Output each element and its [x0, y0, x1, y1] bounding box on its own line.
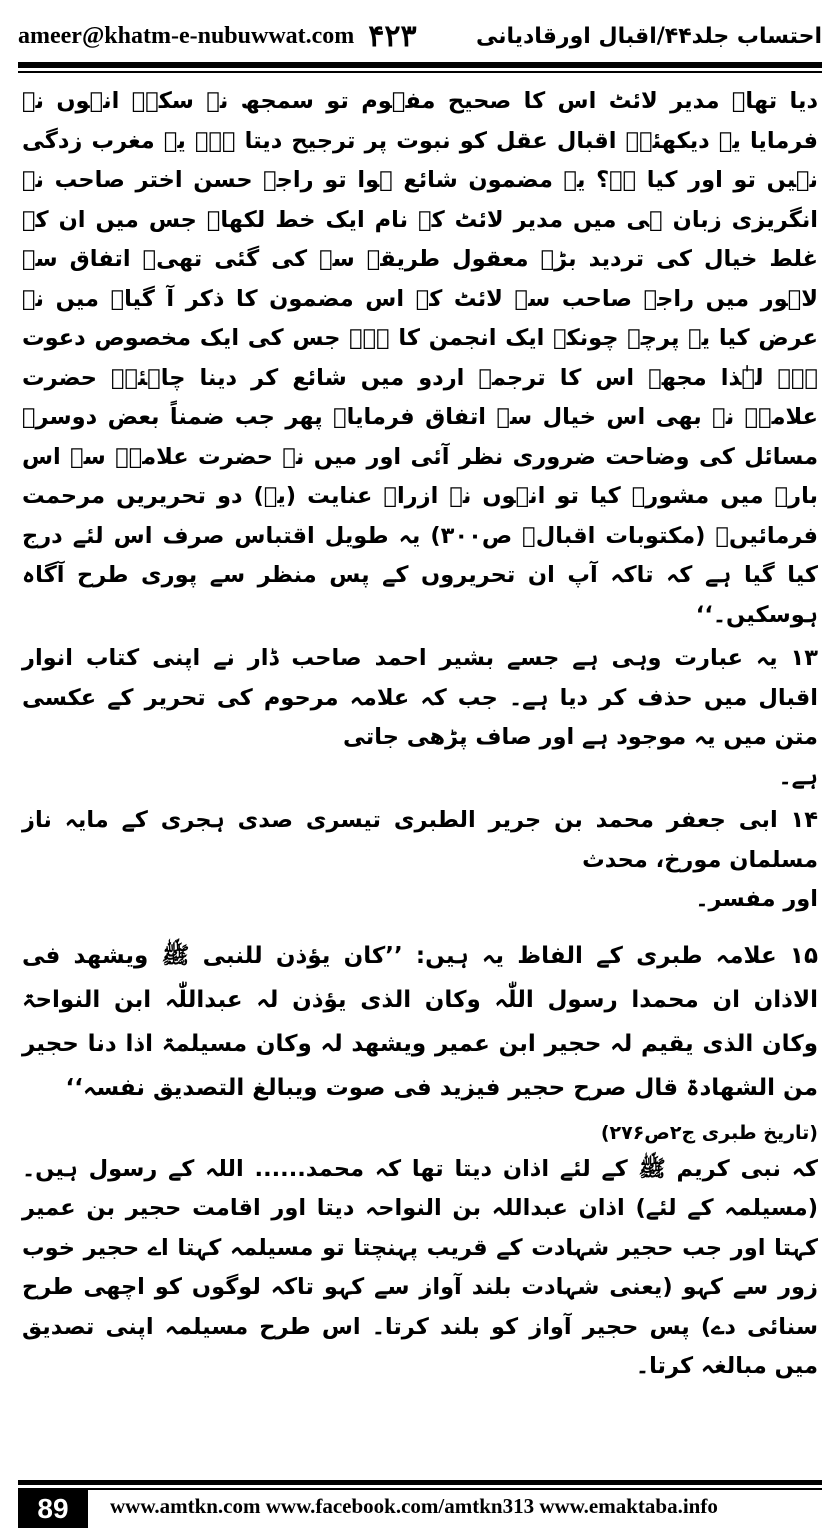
page-header: [18, 14, 822, 58]
footnote-13: ۱۳ یہ عبارت وہی ہے جسے بشیر احمد صاحب ڈار نے اپنی کتاب انوار اقبال میں حذف کر دیا ہے۔ جب کہ علامہ مرحوم کی تحریر کے عکسی متن میں یہ موجود ہے اور صاف پڑھی جاتی: [22, 645, 818, 750]
header-left: [18, 19, 417, 54]
footnote-13-end: ہے۔: [778, 763, 818, 790]
header-email: ameer@khatm-e-nubuwwat.com: [18, 22, 355, 49]
header-rule-thin: [18, 71, 822, 73]
footnote-15-arabic: ۱۵ علامہ طبری کے الفاظ یہ ہیں: ’’کان یؤذن للنبی ﷺ ویشھد فی الاذان ان محمدا رسول اللّٰہ وکان الذی یؤذن لہ عبداللّٰہ ابن النواحۃ وکان الذی یقیم لہ حجیر ابن عمیر ویشھد لہ وکان مسیلمۃ اذا دنا حجیر من الشھادۃ قال صرح حجیر فیزید فی صوت ویبالغ التصدیق نفسہ‘‘: [22, 942, 818, 1101]
header-title: احتساب جلد۴۴/اقبال اورقادیانی: [475, 23, 822, 49]
footer-rule-thin: [18, 1488, 822, 1490]
footer-rule-thick: [18, 1480, 822, 1485]
footnote-14-end: اور مفسر۔: [695, 886, 818, 912]
paragraph-quote: دیا تھا۔ مدیر لائٹ اس کا صحیح مفہوم تو سمجھ نہ سکے۔ انہوں نے فرمایا یہ دیکھئے۔ اقبال عقل کو نبوت پر ترجیح دیتا ہے۔ یہ مغرب زدگی نہیں تو اور کیا ہے؟ یہ مضمون شائع ہوا تو راجہ حسن اختر صاحب نے انگریزی زبان ہی میں مدیر لائٹ کے نام ایک خط لکھا۔ جس میں ان کے غلط خیال کی تردید بڑے معقول طریقے سے کی گئی تھی۔ اتفاق سے لاہور میں راجہ صاحب سے لائٹ کے اس مضمون کا ذکر آ گیا۔ میں نے عرض کیا یہ پرچہ چونکہ ایک انجمن کا ہے۔ جس کی ایک مخصوص دعوت ہے۔ لہٰذا مجھے اس کا ترجمہ اردو میں شائع کر دینا چاہئے۔ حضرت علامہؒ نے بھی اس خیال سے اتفاق فرمایا۔ پھر جب ضمناً بعض دوسرے مسائل کی وضاحت ضروری نظر آئی اور میں نے حضرت علامہؒ سے اس بارے میں مشورہ کیا تو انہوں نے ازراہ عنایت (یہ) دو تحریریں مرحمت فرمائیں۔ (مکتوبات اقبالؒ ص۳۰۰) یہ طویل اقتباس صرف اس لئے درج کیا گیا ہے کہ تاکہ آپ ان تحریروں کے پس منظر سے پوری طرح آگاہ ہوسکیں۔‘‘: [22, 88, 818, 628]
folio-number: 89: [18, 1490, 88, 1528]
footnote-14: ۱۴ ابی جعفر محمد بن جریر الطبری تیسری صدی ہجری کے مایہ ناز مسلمان مورخ، محدث: [22, 807, 818, 873]
header-page-number: ۴۲۳: [368, 18, 417, 54]
page-body: [22, 82, 818, 1460]
reference-citation: (تاریخ طبری ج۲ص۲۷۶): [600, 1121, 818, 1144]
header-rule-thick: [18, 62, 822, 68]
page-footer: [18, 1476, 822, 1528]
paragraph-translation: کہ نبی کریم ﷺ کے لئے اذان دیتا تھا کہ محمد...... اللہ کے رسول ہیں۔ (مسیلمہ کے لئے) اذان عبداللہ بن النواحہ دیتا اور اقامت حجیر بن عمیر کہتا اور جب حجیر شہادت کے قریب پہنچتا تو مسیلمہ کہتا اے حجیر خوب زور سے کہو (یعنی شہادت بلند آواز سے کہو تاکہ لوگوں کو اچھی طرح سنائی دے) پس حجیر آواز کو بلند کرتا۔ اس طرح مسیلمہ اپنی تصدیق میں مبالغہ کرتا۔: [22, 1155, 818, 1379]
footer-urls: www.amtkn.com www.facebook.com/amtkn313 www.emaktaba.info: [110, 1494, 718, 1518]
